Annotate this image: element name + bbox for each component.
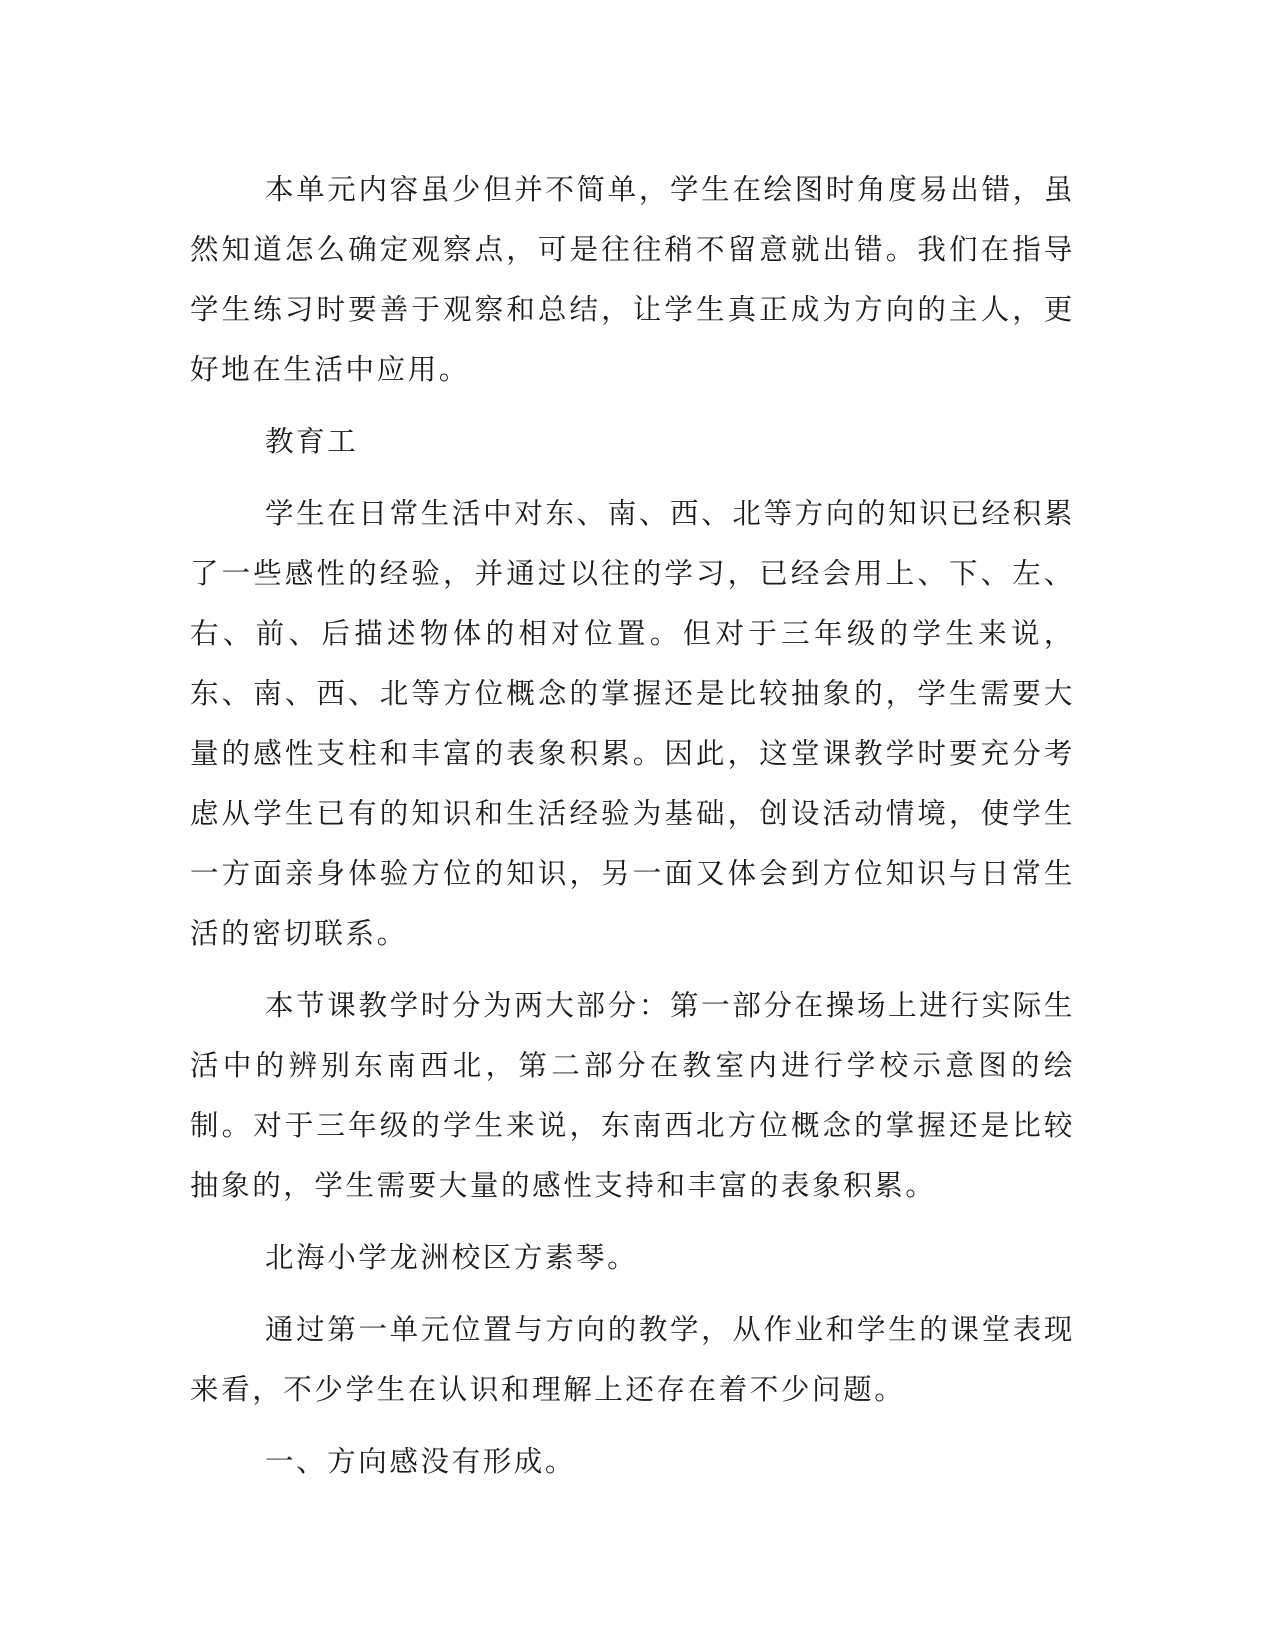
paragraph-unit-reflection: 本单元内容虽少但并不简单，学生在绘图时角度易出错，虽然知道怎么确定观察点，可是往往稍不留意就出错。我们在指导学生练习时要善于观察和总结，让学生真正成为方向的主人，更好地在生活中应用。 xyxy=(190,173,1075,386)
paragraph-lesson-structure: 本节课教学时分为两大部分：第一部分在操场上进行实际生活中的辨别东南西北，第二部分在教室内进行学校示意图的绘制。对于三年级的学生来说，东南西北方位概念的掌握还是比较抽象的，学生需要大量的感性支持和丰富的表象积累。 xyxy=(190,989,1075,1202)
paragraph-point-one: 一、方向感没有形成。 xyxy=(265,1445,577,1478)
paragraph-teaching-observation: 通过第一单元位置与方向的教学，从作业和学生的课堂表现来看，不少学生在认识和理解上还存在着不少问题。 xyxy=(190,1313,1075,1406)
paragraph-student-experience: 学生在日常生活中对东、南、西、北等方向的知识已经积累了一些感性的经验，并通过以往的学习，已经会用上、下、左、右、前、后描述物体的相对位置。但对于三年级的学生来说，东、南、西、北等方位概念的掌握还是比较抽象的，学生需要大量的感性支柱和丰富的表象积累。因此，这堂课教学时要充分考虑从学生已有的知识和生活经验为基础，创设活动情境，使学生一方面亲身体验方位的知识，另一面又体会到方位知识与日常生活的密切联系。 xyxy=(190,497,1075,950)
paragraph-author: 北海小学龙洲校区方素琴。 xyxy=(265,1241,639,1274)
document-body xyxy=(190,160,1080,1504)
paragraph-heading-education: 教育工 xyxy=(265,425,359,458)
